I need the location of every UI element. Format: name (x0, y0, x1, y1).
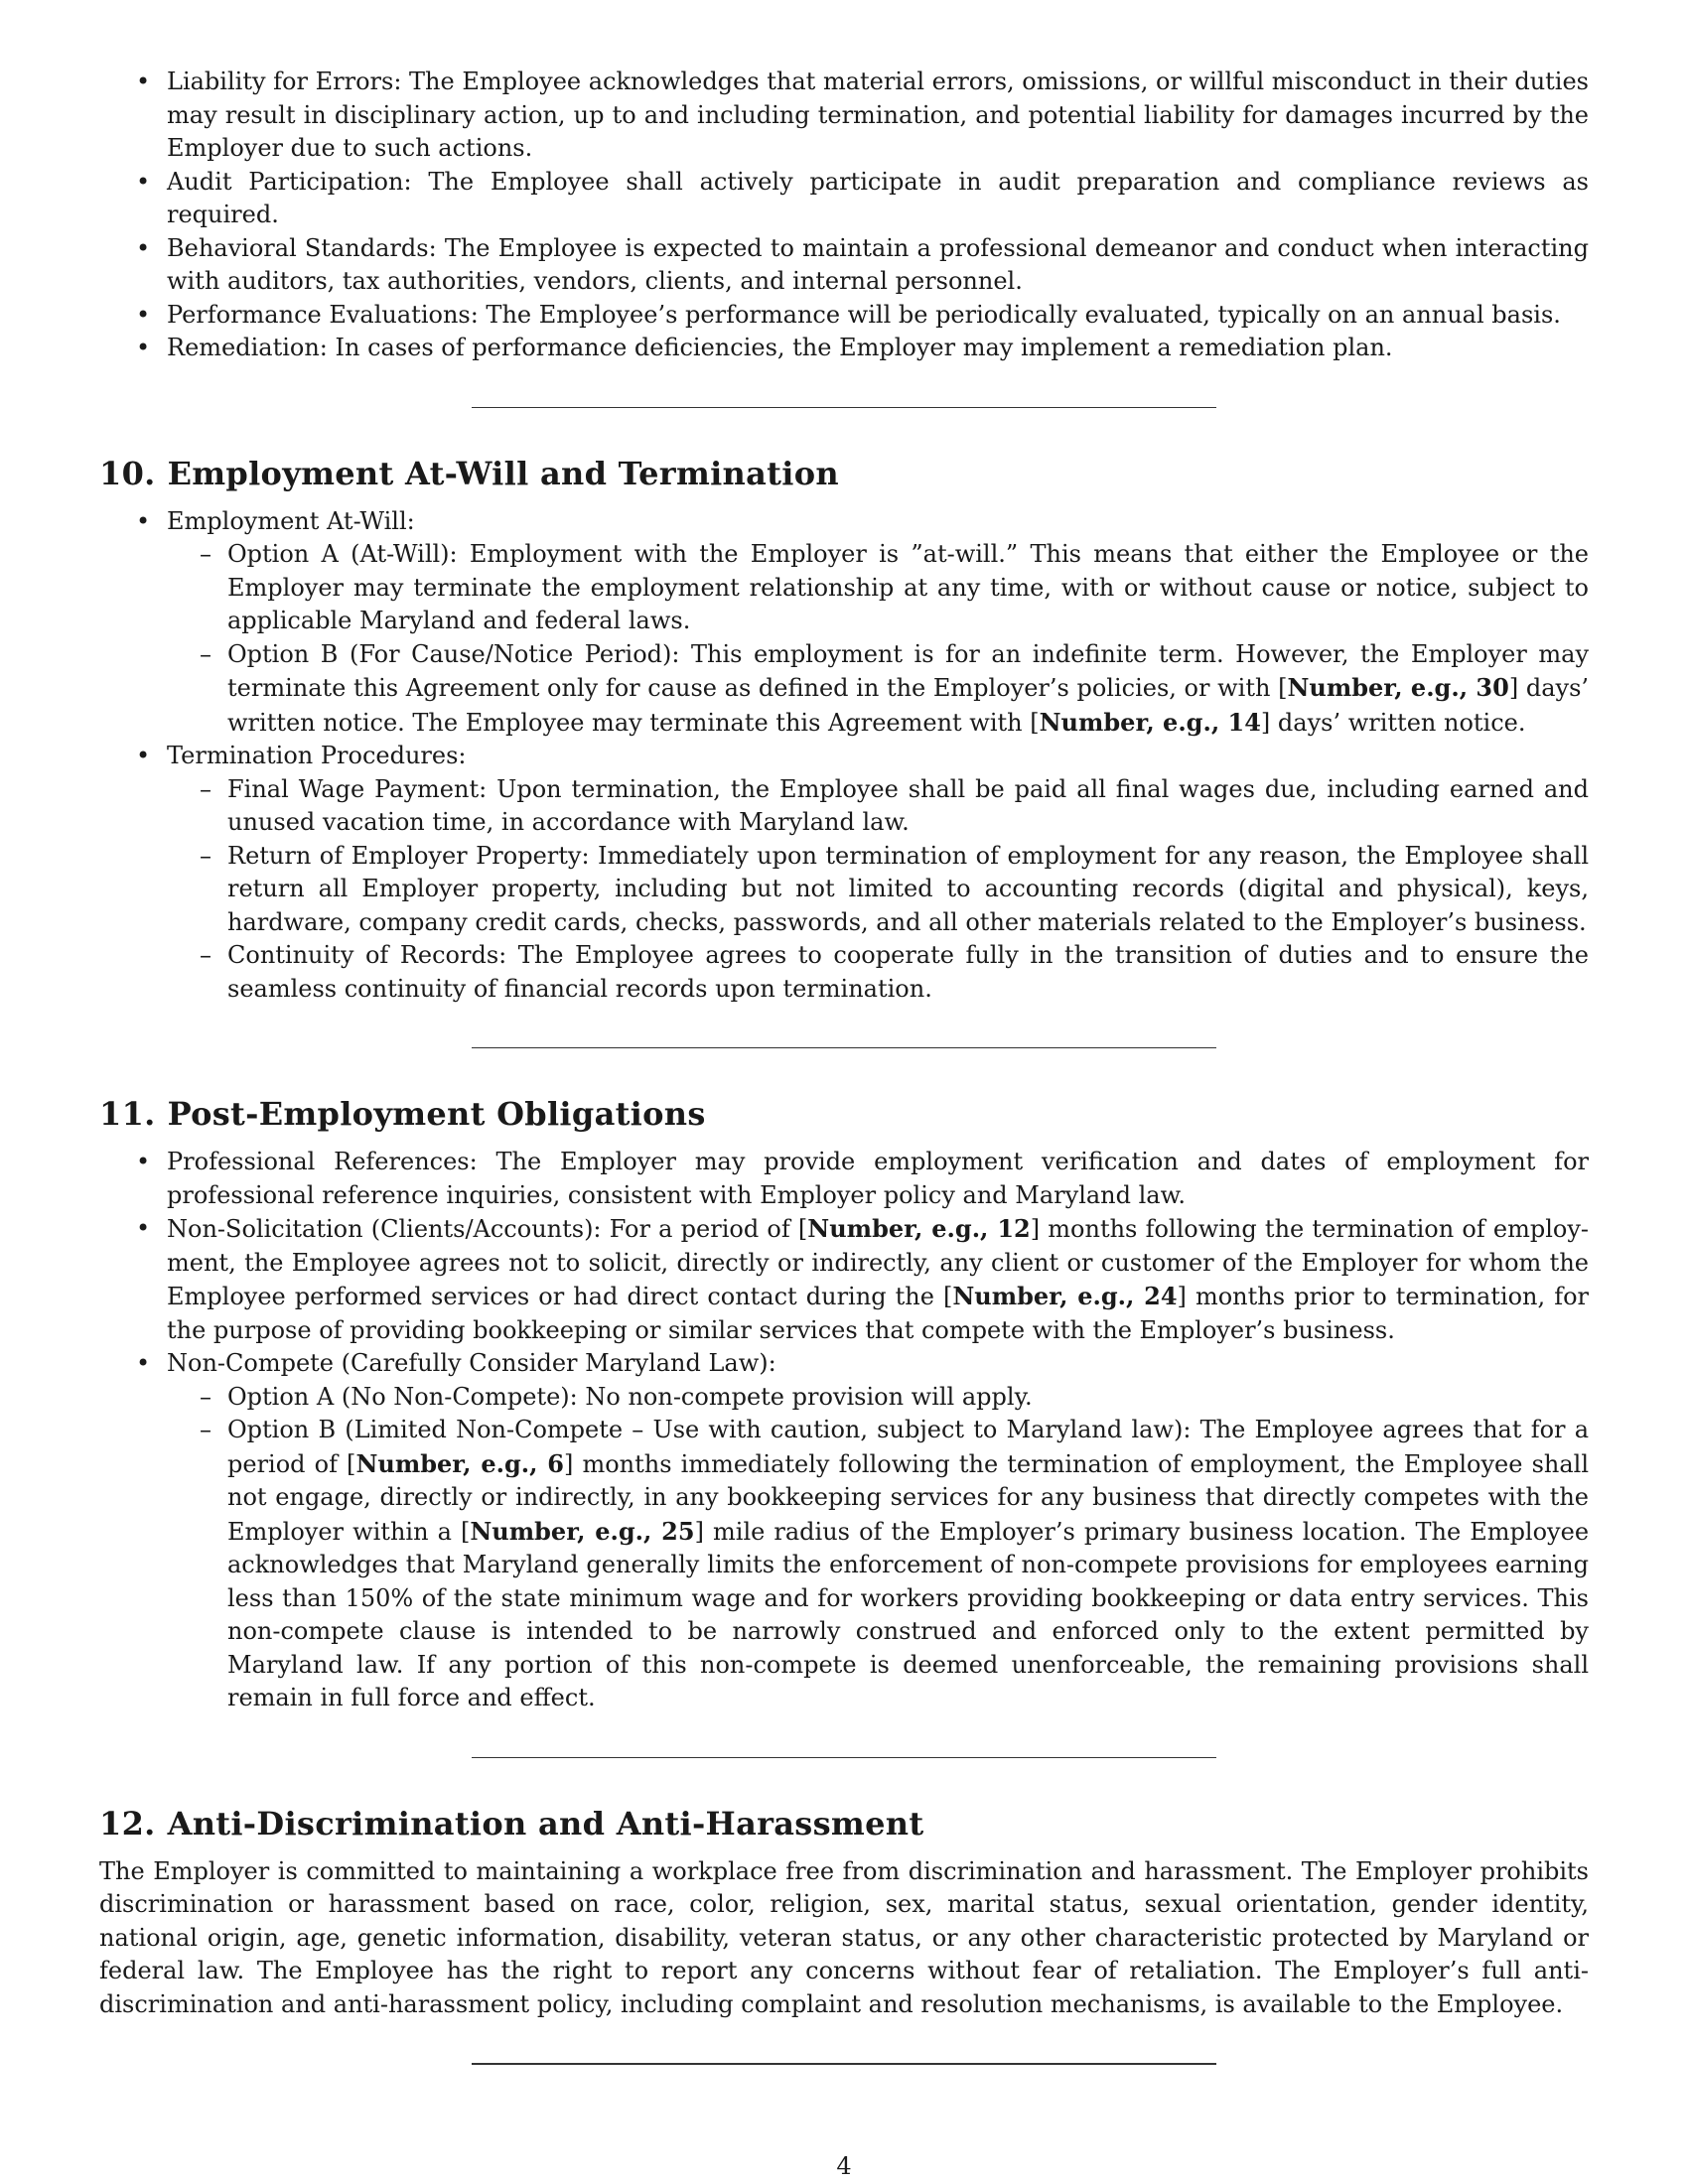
procedures-label: Termination Procedures: (167, 742, 467, 769)
placeholder-number: Number, e.g., 30 (1287, 673, 1509, 702)
atwill-label: Employment At-Will: (167, 506, 415, 535)
list-item (99, 1347, 1589, 1715)
clause-text: ] months prior to termination, for the purpose of providing bookkeeping or similar services that compete with the Employer’s business. (167, 1283, 1589, 1344)
list-item (99, 505, 1589, 741)
list-item: • Professional References: The Employer may provide employment verification and dates of employment for professional reference inquiries, consistent with Employer policy and Maryland law. (99, 1146, 1589, 1212)
page-number: 4 (836, 2152, 852, 2180)
noncompete-label: Non-Compete (Carefully Consider Maryland Law): (167, 1349, 776, 1377)
placeholder-number: Number, e.g., 24 (952, 1282, 1178, 1310)
section-title: Employment At-Will and Termination (167, 454, 839, 492)
placeholder-number: Number, e.g., 6 (355, 1448, 564, 1478)
list-item (99, 1212, 1589, 1347)
section-divider (472, 1047, 1216, 1048)
section-11-list (99, 1146, 1589, 1715)
document-page (99, 66, 1589, 2065)
option-a: – Option A (No Non-Compete): No non-compete provision will apply. (167, 1381, 1589, 1415)
clause-text: ] mile radius of the Employer’s primary business location. The Employee acknowledges that Maryland generally limits the enforcement of non-compete provisions for employees earning less than 150% of the state minimum wage and for workers providing bookkeeping or data entry services. This non-compete clause is intended to be narrowly construed and enforced only to the extent permitted by Maryland law. If any portion of this non-compete is deemed unenforceable, the remaining provisions shall remain in full force and effect. (227, 1517, 1590, 1711)
section-heading-12 (99, 1804, 1589, 1843)
list-item: – Continuity of Records: The Employee agrees to cooperate fully in the transition of duties and to ensure the seamless continuity of financial records upon termination. (167, 939, 1589, 1006)
clause-text: Option B (Limited Non-Compete – Use with caution, subject to Maryland law): The Employee agrees that for a period of [ (227, 1416, 1589, 1478)
list-item: • Audit Participation: The Employee shall actively participate in audit preparation and compliance reviews as required. (99, 166, 1589, 232)
noncompete-options (167, 1381, 1589, 1715)
list-item (99, 740, 1589, 1006)
list-item: • Liability for Errors: The Employee acknowledges that material errors, omissions, or willful misconduct in their duties may result in disciplinary action, up to and including termination, and potential liability for damages incurred by the Employer due to such actions. (99, 66, 1589, 166)
section-divider (472, 407, 1216, 408)
section-divider (472, 1757, 1216, 1758)
option-a: – Option A (At-Will): Employment with the Employer is ”at-will.” This means that either the Employee or the Employer may terminate the employment relationship at any time, with or without cause or notice, subject to applicable Maryland and federal laws. (167, 538, 1589, 638)
list-item: – Final Wage Payment: Upon termination, the Employee shall be paid all final wages due, including earned and unused vacation time, in accordance with Maryland law. (167, 773, 1589, 840)
section-number: 12. (99, 1804, 156, 1843)
section-number: 11. (99, 1095, 156, 1133)
clause-text: Non-Solicitation (Clients/Accounts): For a period of [ (167, 1215, 808, 1243)
section-10-list (99, 505, 1589, 1007)
atwill-options (167, 538, 1589, 740)
list-item: – Return of Employer Property: Immediately upon termination of employment for any reason, the Employee shall return all Employer property, including but not limited to accounting records (digital and physical), keys, hardware, company credit cards, checks, passwords, and all other materials related to the Employer’s business. (167, 840, 1589, 940)
section-title: Anti-Discrimination and Anti-Harassment (167, 1804, 924, 1843)
placeholder-number: Number, e.g., 25 (470, 1516, 695, 1546)
option-b (167, 638, 1589, 741)
clause-text: ] months immediately following the termination of employment, the Employee shall not engage, directly or indirectly, in any bookkeeping services for any business that directly competes with the Employer within a [ (227, 1449, 1590, 1546)
clause-text: Option B (For Cause/Notice Period): This employment is for an indefinite term. However, the Employer may terminate this Agreement only for cause as defined in the Employer’s policies, or with [ (227, 639, 1589, 702)
clause-text: ] days’ written notice. The Employee may terminate this Agreement with [ (227, 674, 1590, 737)
clause-text: ] months following the termination of employment, the Employee agrees not to solicit, directly or indirectly, any client or customer of the Employer for whom the Employee performed services or had direct contact during the [ (167, 1215, 1590, 1310)
placeholder-number: Number, e.g., 12 (807, 1214, 1031, 1243)
list-item: • Remediation: In cases of performance deficiencies, the Employer may implement a remediation plan. (99, 332, 1589, 365)
section-divider (472, 2063, 1216, 2065)
procedures-list (167, 773, 1589, 1007)
section-title: Post-Employment Obligations (167, 1095, 706, 1133)
performance-bullet-list (99, 66, 1589, 365)
clause-text: ] days’ written notice. (1260, 708, 1526, 737)
list-item: • Performance Evaluations: The Employee’s performance will be periodically evaluated, typically on an annual basis. (99, 299, 1589, 333)
list-item: • Behavioral Standards: The Employee is expected to maintain a professional demeanor and conduct when interacting with auditors, tax authorities, vendors, clients, and internal personnel. (99, 232, 1589, 299)
placeholder-number: Number, e.g., 14 (1039, 707, 1261, 737)
option-b (167, 1414, 1589, 1715)
section-heading-10 (99, 454, 1589, 493)
section-heading-11 (99, 1094, 1589, 1134)
section-number: 10. (99, 454, 156, 492)
section-12-body: The Employer is committed to maintaining a workplace free from discrimination and harassment. The Employer prohibits discrimination or harassment based on race, color, religion, sex, marital status, sexual orientation, gender identity, national origin, age, genetic information, disability, veteran status, or any other characteristic protected by Maryland or federal law. The Employee has the right to report any concerns without fear of retaliation. The Employer’s full anti-discrimination and anti-harassment policy, including complaint and resolution mechanisms, is available to the Employee. (99, 1856, 1589, 2018)
